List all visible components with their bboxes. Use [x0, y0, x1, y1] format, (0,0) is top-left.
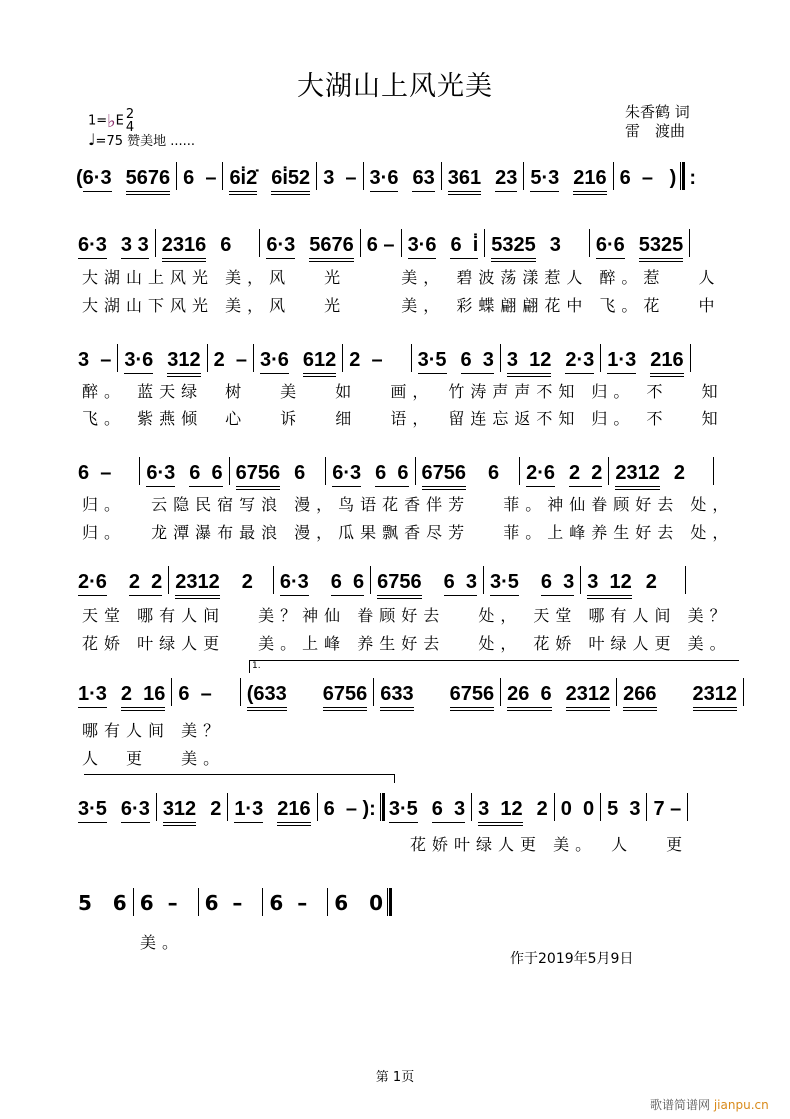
barline [240, 678, 241, 706]
volta-bracket-continuation [84, 774, 395, 783]
barline [441, 162, 442, 190]
watermark-cn: 歌谱简谱网 [650, 1098, 711, 1112]
measure-token: 2 [673, 462, 686, 484]
notation-row-5 [78, 566, 692, 596]
measure-token: 23 [495, 167, 517, 192]
barline [342, 344, 343, 372]
barline [411, 344, 412, 372]
measure-token: 6·3 [121, 798, 150, 823]
barline [133, 888, 134, 916]
measure-token: 6756 [323, 683, 368, 711]
measure-token: 6 3 [541, 571, 574, 596]
measure-token: 5325 [639, 234, 684, 262]
measure-token: 2 [241, 571, 253, 593]
measure-token: 3 3 [121, 234, 149, 259]
notation-row-8 [78, 888, 396, 918]
barline [373, 678, 374, 706]
composition-date: 作于2019年5月9日 [510, 951, 634, 967]
measure-token: 3·5 [389, 798, 418, 823]
notation-row-3 [78, 344, 697, 374]
barline [713, 457, 714, 485]
flat-icon: ♭ [107, 110, 116, 132]
measure-token: 3·6 [260, 349, 289, 374]
barline [155, 229, 156, 257]
measure-token: 6756 [422, 462, 467, 490]
barline [523, 162, 524, 190]
measure-token: 6 – [269, 891, 308, 915]
repeat-dots: : [369, 798, 376, 820]
barline [689, 229, 690, 257]
measure-token: 6 [488, 462, 500, 484]
measure-token: 5·3 [530, 167, 559, 192]
measure-token: 2 [645, 571, 657, 593]
measure-token: 5325 [491, 234, 536, 262]
measure-token: 6 6 [375, 462, 408, 487]
measure-token: 5 3 [607, 798, 641, 820]
barline [483, 566, 484, 594]
barline [227, 793, 228, 821]
composer-credit: 雷 渡曲 [625, 122, 686, 140]
measure-token: 5 6 [78, 891, 127, 915]
measure-token: 6756 [236, 462, 281, 490]
measure-token: 6·3 [78, 234, 107, 259]
volta-bracket-1: 1. [249, 660, 739, 673]
measure-token: 3 – [323, 167, 357, 189]
time-bottom: 4 [125, 120, 135, 135]
barline [360, 229, 361, 257]
measure-token: 2312 [566, 683, 611, 711]
notation-row-6 [78, 678, 750, 708]
barline [171, 678, 172, 706]
measure-token: 0 0 [560, 798, 595, 820]
barline [600, 793, 601, 821]
barline [253, 344, 254, 372]
measure-token: 3·6 [370, 167, 399, 192]
barline [687, 793, 688, 821]
lyric-line-3a: 醉。 蓝天绿 树 美 如 画， 竹涛声声不知 归。 不 知 [82, 382, 724, 401]
time-top: 2 [125, 107, 135, 122]
measure-token: 6 [220, 234, 232, 256]
watermark-brand: jianpu.cn [713, 1098, 769, 1112]
notation-row-1 [76, 162, 696, 192]
measure-token: 361 [448, 167, 481, 195]
barline [259, 229, 260, 257]
measure-token: 1·3 [234, 798, 263, 823]
credits [625, 103, 690, 141]
measure-token: 3 [549, 234, 561, 256]
measure-token: 6·3 [146, 462, 175, 487]
measure-token: 2312 [693, 683, 738, 711]
measure-token: 6 6 [189, 462, 222, 487]
barline [176, 162, 177, 190]
page-number: 第 1页 [375, 1070, 415, 1085]
notation-row-2 [78, 229, 696, 259]
barline [608, 457, 609, 485]
barline [262, 888, 263, 916]
lyric-line-8: 美。 [140, 933, 185, 952]
lyric-line-5b: 花娇 叶绿人更 美。上峰 养生好去 处， 花娇 叶绿人更 美。 [82, 634, 732, 653]
barline [500, 678, 501, 706]
lyricist-credit: 朱香鹤 词 [625, 103, 690, 121]
measure-token: 2 – [213, 349, 247, 371]
barline [327, 888, 328, 916]
barline [600, 344, 601, 372]
measure-token: 312 [167, 349, 200, 377]
measure-token: 6 – [366, 234, 395, 256]
barline [198, 888, 199, 916]
measure-token: 63 [412, 167, 434, 192]
measure-token: 26 6 [507, 683, 551, 711]
measure-token: 6·6 [596, 234, 625, 259]
measure-token: 6i̇52 [271, 167, 310, 195]
measure-token: 6·3 [280, 571, 309, 596]
notation-row-4 [78, 457, 720, 487]
lyric-line-7: 花娇叶绿人更 美。 人 更 [410, 835, 689, 854]
measure-token: 2 2 [569, 462, 602, 487]
barline [370, 566, 371, 594]
measure-token: 6 i̇ [450, 234, 478, 259]
quarter-note-icon: ♩ [88, 130, 96, 149]
measure-token: 6756 [377, 571, 422, 599]
measure-token: 5676 [309, 234, 354, 262]
notation-row-7 [78, 793, 694, 823]
measure-token: 6 – [183, 167, 217, 189]
measure-token: 216 [573, 167, 606, 195]
watermark [650, 1096, 769, 1113]
measure-token: 2 – [349, 349, 383, 371]
measure-token: 6 – ) [619, 167, 677, 189]
measure-token: 5676 [126, 167, 171, 195]
barline [471, 793, 472, 821]
barline [616, 678, 617, 706]
lyric-line-4b: 归。 龙潭瀑布最浪 漫，瓜果飘香尽芳 菲。上峰养生好去 处， [82, 523, 735, 542]
lyric-line-3b: 飞。 紫燕倾 心 诉 细 语， 留连忘返不知 归。 不 知 [82, 409, 724, 428]
barline [316, 162, 317, 190]
barline [222, 162, 223, 190]
barline [554, 793, 555, 821]
measure-token: 6·3 [332, 462, 361, 487]
measure-token: 6 – ) [323, 798, 370, 820]
measure-token: 3·5 [78, 798, 107, 823]
measure-token: 2316 [162, 234, 207, 262]
measure-token: 3 – [78, 349, 112, 371]
lyric-line-6a: 哪有人间 美？ [82, 721, 226, 740]
measure-token: 2 [536, 798, 548, 820]
barline [139, 457, 140, 485]
measure-token: 312 [163, 798, 196, 826]
measure-token: 216 [650, 349, 683, 377]
measure-token: 266 [623, 683, 656, 711]
measure-token: 1·3 [78, 683, 107, 708]
barline [690, 344, 691, 372]
final-barline [387, 888, 392, 916]
measure-token: 6 3 [432, 798, 465, 823]
measure-token: 6 – [139, 891, 178, 915]
barline [273, 566, 274, 594]
tempo-marking [88, 130, 195, 149]
barline [156, 793, 157, 821]
measure-token: 3 12 [478, 798, 522, 826]
measure-token: 633 [380, 683, 413, 711]
song-title: 大湖山上风光美 [297, 71, 493, 102]
measure-token: 6·3 [266, 234, 295, 259]
measure-token: 3 12 [507, 349, 551, 377]
key-letter: E [115, 113, 124, 129]
measure-token: 1·3 [607, 349, 636, 374]
measure-token: 2312 [615, 462, 660, 490]
barline [589, 229, 590, 257]
measure-token: 216 [277, 798, 310, 826]
barline [325, 457, 326, 485]
lyric-line-4a: 归。 云隐民宿写浪 漫，鸟语花香伴芳 菲。神仙眷顾好去 处， [82, 495, 735, 514]
measure-token: 6 3 [461, 349, 494, 374]
measure-token: 6·3 [83, 167, 112, 192]
barline [317, 793, 318, 821]
barline [580, 566, 581, 594]
measure-token: 2 2 [129, 571, 162, 596]
measure-token: 6 [294, 462, 306, 484]
measure-token: 6 – [178, 683, 212, 705]
barline [685, 566, 686, 594]
lyric-line-6b: 人 更 美。 [82, 749, 226, 768]
tempo-bpm: =75 [95, 134, 123, 149]
barline [484, 229, 485, 257]
measure-token: 6 – [78, 462, 112, 484]
measure-token: 7 – [653, 798, 682, 820]
barline [646, 793, 647, 821]
barline [743, 678, 744, 706]
lyric-line-2b: 大湖山下风光 美，风 光 美， 彩蝶翩翩花中 飞。花 中 [82, 296, 721, 315]
measure-token: 3 12 [587, 571, 631, 599]
measure-token: 2·3 [565, 349, 594, 374]
barline [229, 457, 230, 485]
repeat-start-barline [680, 162, 685, 190]
measure-token: 612 [303, 349, 336, 377]
measure-token: 2 16 [121, 683, 165, 711]
measure-token: 2·6 [526, 462, 555, 487]
measure-token: 6 3 [444, 571, 477, 596]
measure-token: (633 [247, 683, 287, 711]
measure-token: 3·5 [490, 571, 519, 596]
measure-token: 6i̇2̇ [229, 167, 257, 195]
measure-token: 6756 [450, 683, 495, 711]
measure-token: 3·6 [408, 234, 437, 259]
repeat-dots: : [689, 167, 696, 189]
barline [519, 457, 520, 485]
key-prefix: 1= [88, 113, 108, 129]
measure-token: 3·5 [418, 349, 447, 374]
measure-token: 2·6 [78, 571, 107, 596]
lyric-line-5a: 天堂 哪有人间 美？神仙 眷顾好去 处， 天堂 哪有人间 美？ [82, 606, 732, 625]
barline [363, 162, 364, 190]
barline [401, 229, 402, 257]
lyric-line-2a: 大湖山上风光 美，风 光 美， 碧波荡漾惹人 醉。惹 人 [82, 268, 721, 287]
barline [168, 566, 169, 594]
measure-token: 2312 [175, 571, 220, 599]
expression-mark: 赞美地 ...... [127, 134, 196, 149]
barline [500, 344, 501, 372]
measure-token: 6 – [204, 891, 243, 915]
repeat-end-barline [380, 793, 385, 821]
measure-token: 6 0 [334, 891, 383, 915]
measure-token: 3·6 [124, 349, 153, 374]
barline [415, 457, 416, 485]
measure-token: 6 6 [331, 571, 364, 596]
barline [117, 344, 118, 372]
measure-token: 2 [210, 798, 222, 820]
barline [207, 344, 208, 372]
barline [613, 162, 614, 190]
open-paren: ( [76, 167, 83, 189]
